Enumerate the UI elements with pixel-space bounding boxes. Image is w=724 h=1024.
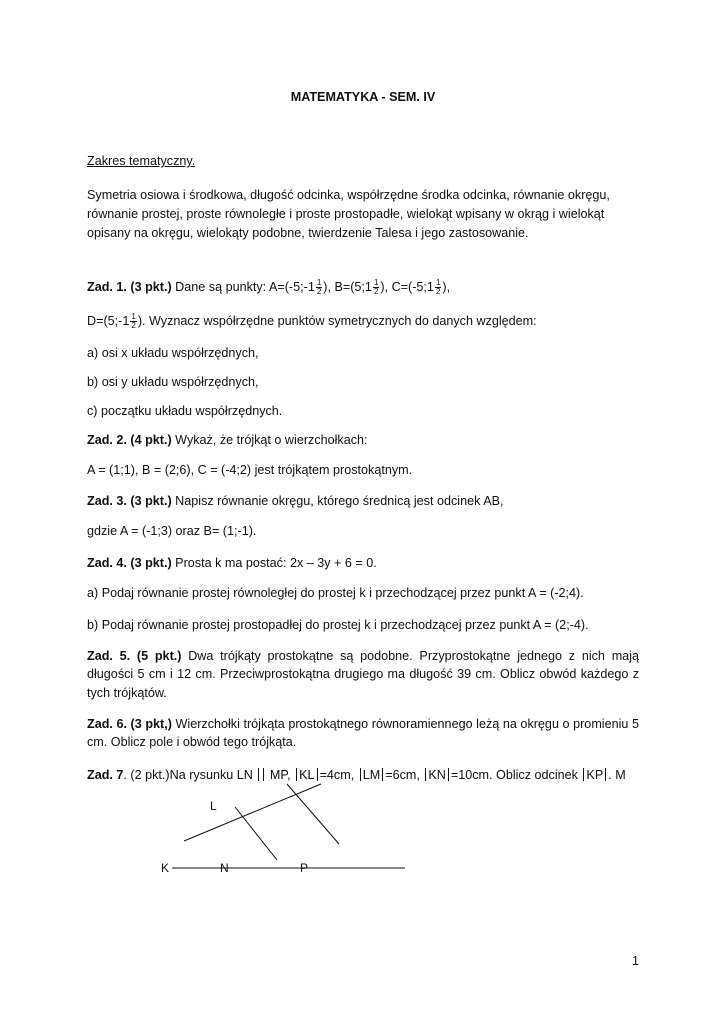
task-2-label: Zad. 2. (4 pkt.) (87, 433, 172, 447)
task-4-a: a) Podaj równanie prostej równoległej do prostej k i przechodzącej przez punkt A = (-2;4). (87, 586, 584, 600)
abs-bar (296, 768, 297, 781)
task-2-line-1: Zad. 2. (4 pkt.) Wykaż, że trójkąt o wierzchołkach: (87, 433, 368, 447)
task-5-label: Zad. 5. (5 pkt.) (87, 649, 182, 663)
task-4-b: b) Podaj równanie prostej prostopadłej do prostej k i przechodzącej przez punkt A = (2;-4). (87, 618, 589, 632)
scope-line-3: opisany na okręgu, wielokąty podobne, twierdzenie Talesa i jego zastosowanie. (87, 226, 529, 240)
task-1-line-1: Zad. 1. (3 pkt.) Dane są punkty: A=(-5;-1 $\frac{1}{2}$ ), B=(5;1 $\frac{1}{2}$ ), C=(-5;1 $\frac{1}{2}$ ), (87, 278, 451, 297)
fraction-half: $\frac{1}{2}$ (373, 278, 379, 297)
segment-ln (235, 807, 277, 860)
task-4-line-1: Zad. 4. (3 pkt.) Prosta k ma postać: 2x – 3y + 6 = 0. (87, 556, 377, 570)
task-4-label: Zad. 4. (3 pkt.) (87, 556, 172, 570)
scope-heading: Zakres tematyczny. (87, 154, 196, 168)
page-title: MATEMATYKA - SEM. IV (290, 90, 436, 104)
ray-k-m (184, 784, 321, 841)
thales-diagram (87, 782, 427, 882)
thales-figure (87, 782, 427, 887)
task-3-label: Zad. 3. (3 pkt.) (87, 494, 172, 508)
task-3-line-1: Zad. 3. (3 pkt.) Napisz równanie okręgu, którego średnicą jest odcinek AB, (87, 494, 504, 508)
fraction-half: $\frac{1}{2}$ (316, 278, 322, 297)
abs-bar (583, 768, 584, 781)
parallel-symbol (258, 768, 259, 781)
point-label-p: P (300, 861, 309, 875)
abs-bar (382, 768, 383, 781)
task-3-line-2: gdzie A = (-1;3) oraz B= (1;-1). (87, 524, 257, 538)
fraction-half: $\frac{1}{2}$ (131, 312, 136, 331)
abs-bar (425, 768, 426, 781)
task-7-label: Zad. 7. (2 pkt.) (87, 768, 170, 782)
point-label-k: K (161, 861, 170, 875)
task-6-paragraph: Zad. 6. (3 pkt,) Wierzchołki trójkąta prostokątnego równoramiennego leżą na okręgu o promieniu 5 cm. Oblicz pole i obwód tego trójkąta. (87, 717, 639, 750)
task-1-b: b) osi y układu współrzędnych, (87, 375, 259, 389)
task-5-paragraph: Zad. 5. (5 pkt.) Dwa trójkąty prostokątne są podobne. Przyprostokątne jednego z nich mają długości 5 cm i 12 cm. Przeciwprostokątna drugiego ma długość 39 cm. Oblicz obwód każdego z tych trójkątów. (87, 649, 639, 700)
abs-bar (317, 768, 318, 781)
page-number: 1 (631, 954, 639, 968)
task-2-line-2: A = (1;1), B = (2;6), C = (-4;2) jest trójkątem prostokątnym. (87, 463, 413, 477)
scope-line-1: Symetria osiowa i środkowa, długość odcinka, współrzędne środka odcinka, równanie okręgu, (87, 188, 610, 202)
task-7-line-1: Zad. 7. (2 pkt.)Na rysunku LN MP, KL =4cm, LM =6cm, KN =10cm. Oblicz odcinek KP . M (87, 768, 626, 782)
abs-bar (605, 768, 606, 781)
scope-line-2: równanie prostej, proste równoległe i proste prostopadłe, wielokąt wpisany w okrąg i wielokąt (87, 207, 605, 221)
task-1-c: c) początku układu współrzędnych. (87, 404, 283, 418)
fraction-half: $\frac{1}{2}$ (435, 278, 441, 297)
abs-bar (360, 768, 361, 781)
task-1-a: a) osi x układu współrzędnych, (87, 346, 259, 360)
task-1-label: Zad. 1. (3 pkt.) (87, 280, 172, 294)
task-6-label: Zad. 6. (3 pkt,) (87, 717, 172, 731)
document-page (87, 0, 639, 1024)
point-label-n: N (220, 861, 229, 875)
segment-mp (287, 784, 339, 844)
task-1-line-2: D=(5;-1 $\frac{1}{2}$ ). Wyznacz współrzędne punktów symetrycznych do danych względem: (87, 312, 537, 331)
point-label-l: L (210, 799, 217, 813)
parallel-symbol (263, 768, 264, 781)
abs-bar (448, 768, 449, 781)
